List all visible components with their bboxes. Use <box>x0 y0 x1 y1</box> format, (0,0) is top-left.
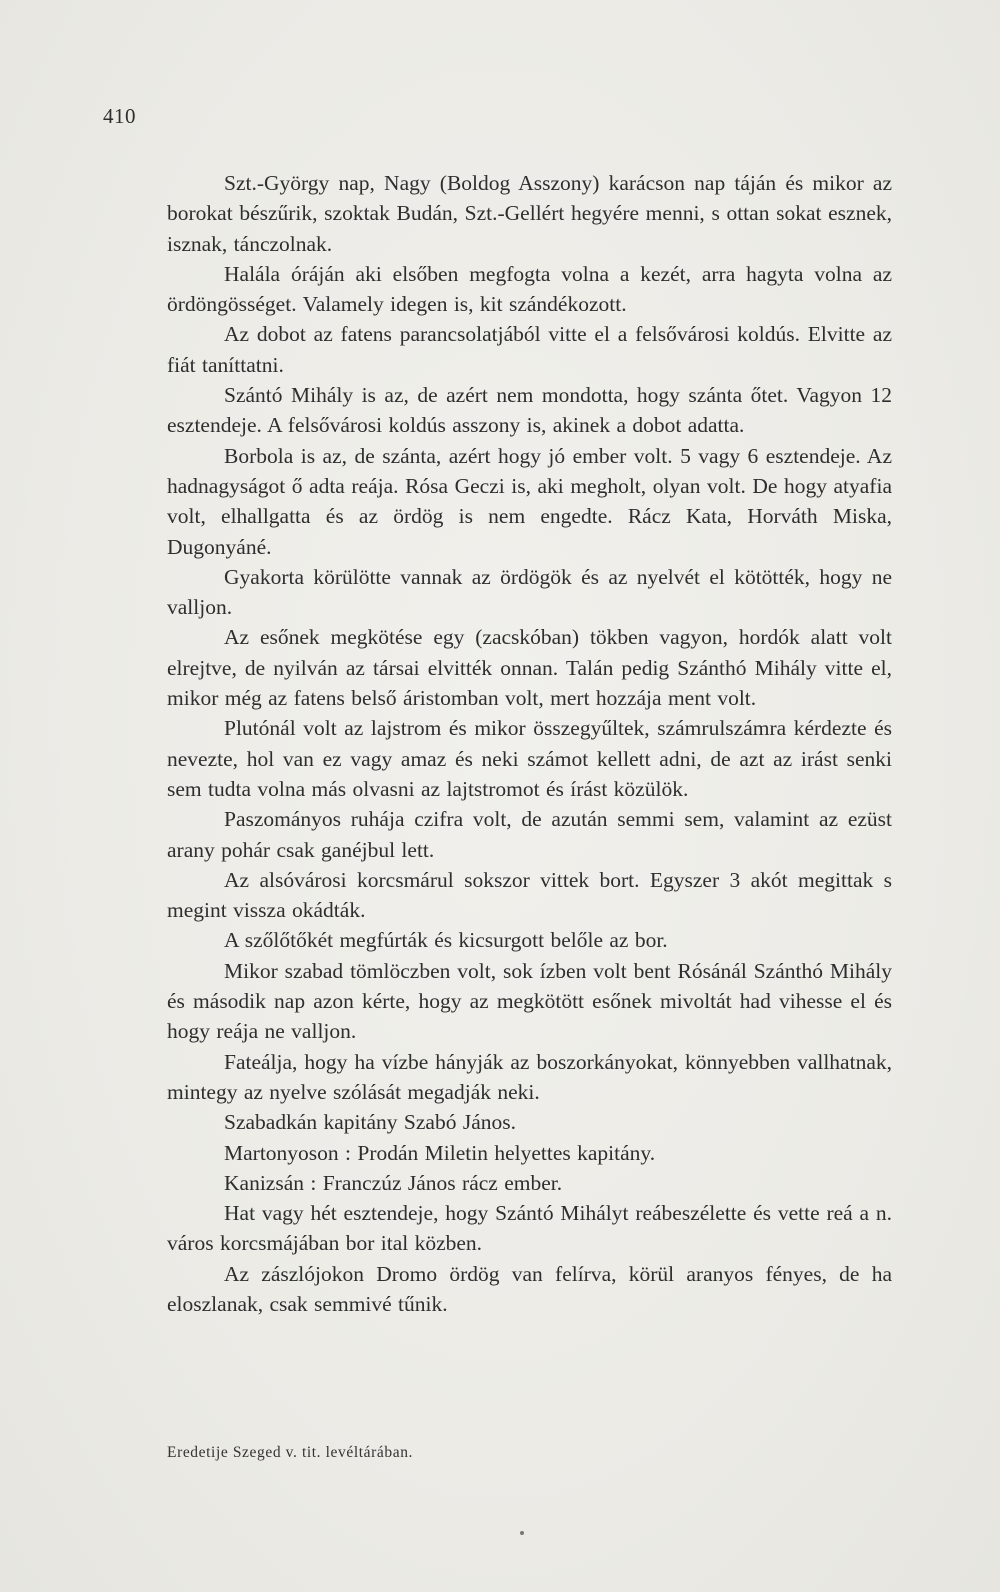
paragraph: Az zászlójokon Dromo ördög van felírva, körül aranyos fényes, de ha eloszlanak, csak semmivé tűnik. <box>167 1261 892 1316</box>
paragraph: Szt.-György nap, Nagy (Boldog Asszony) karácson nap táján és mikor az borokat bészűrik, szoktak Budán, Szt.-Gellért hegyére menni, s ottan sokat esznek, isznak, tánczolnak. <box>167 171 892 256</box>
paragraph: Paszományos ruhája czifra volt, de azután semmi sem, valamint az ezüst arany pohár csak ganéjbul lett. <box>167 807 892 862</box>
paragraph: Az dobot az fatens parancsolatjából vitte el a felsővárosi koldús. Elvitte az fiát taníttatni. <box>167 322 892 377</box>
body-text <box>167 168 892 1319</box>
paragraph: Kanizsán : Franczúz János rácz ember. <box>224 1170 563 1195</box>
page-number: 410 <box>103 104 136 128</box>
footnote: Eredetije Szeged v. tit. levéltárában. <box>167 1444 414 1461</box>
paragraph: Halála óráján aki elsőben megfogta volna a kezét, arra hagyta volna az ördöngösséget. Valamely idegen is, kit szándékozott. <box>167 261 892 317</box>
paragraph: Plutónál volt az lajstrom és mikor összegyűltek, számrulszámra kérdezte és nevezte, hol van ez vagy amaz és neki számot kellett adni, de azt az irást senki sem tudta volna más olvasni az lajtstromot és írást közülök. <box>167 716 892 801</box>
paragraph: Szántó Mihály is az, de azért nem mondotta, hogy szánta őtet. Vagyon 12 esztendeje. A felsővárosi koldús asszony is, akinek a dobot adatta. <box>167 383 892 438</box>
paragraph: Az esőnek megkötése egy (zacskóban) tökben vagyon, hordók alatt volt elrejtve, de nyilván az társai elvitték onnan. Talán pedig Szánthó Mihály vitte el, mikor még az fatens belső áristomban volt, mert hozzája ment volt. <box>167 625 892 711</box>
paragraph: A szőlőtőkét megfúrták és kicsurgott belőle az bor. <box>224 928 668 953</box>
paragraph: Borbola is az, de szánta, azért hogy jó ember volt. 5 vagy 6 esztendeje. Az hadnagyságot ő adta reája. Rósa Geczi is, aki megholt, olyan volt. De hogy atyafia volt, elhallgatta és az ördög is nem engedte. Rácz Kata, Horváth Miska, Dugonyáné. <box>167 443 892 559</box>
paragraph: Fateálja, hogy ha vízbe hányják az boszorkányokat, könnyebben vallhatnak, mintegy az nyelve szólását megadják neki. <box>167 1049 892 1104</box>
paragraph: Az alsóvárosi korcsmárul sokszor vittek bort. Egyszer 3 akót megittak s megint vissza okádták. <box>167 867 892 923</box>
paragraph: Hat vagy hét esztendeje, hogy Szántó Mihályt reábeszélette és vette reá a n. város korcsmájában bor ital közben. <box>167 1201 892 1256</box>
paragraph: Mikor szabad tömlöczben volt, sok ízben volt bent Rósánál Szánthó Mihály és második nap azon kérte, hogy az megkötött esőnek mivoltát had vihesse el és hogy reája ne valljon. <box>167 958 892 1044</box>
paper-speck <box>520 1531 524 1535</box>
paragraph: Martonyoson : Prodán Miletin helyettes kapitány. <box>224 1140 656 1165</box>
paragraph: Gyakorta körülötte vannak az ördögök és az nyelvét el kötötték, hogy ne valljon. <box>167 564 892 620</box>
paragraph: Szabadkán kapitány Szabó János. <box>224 1110 516 1135</box>
